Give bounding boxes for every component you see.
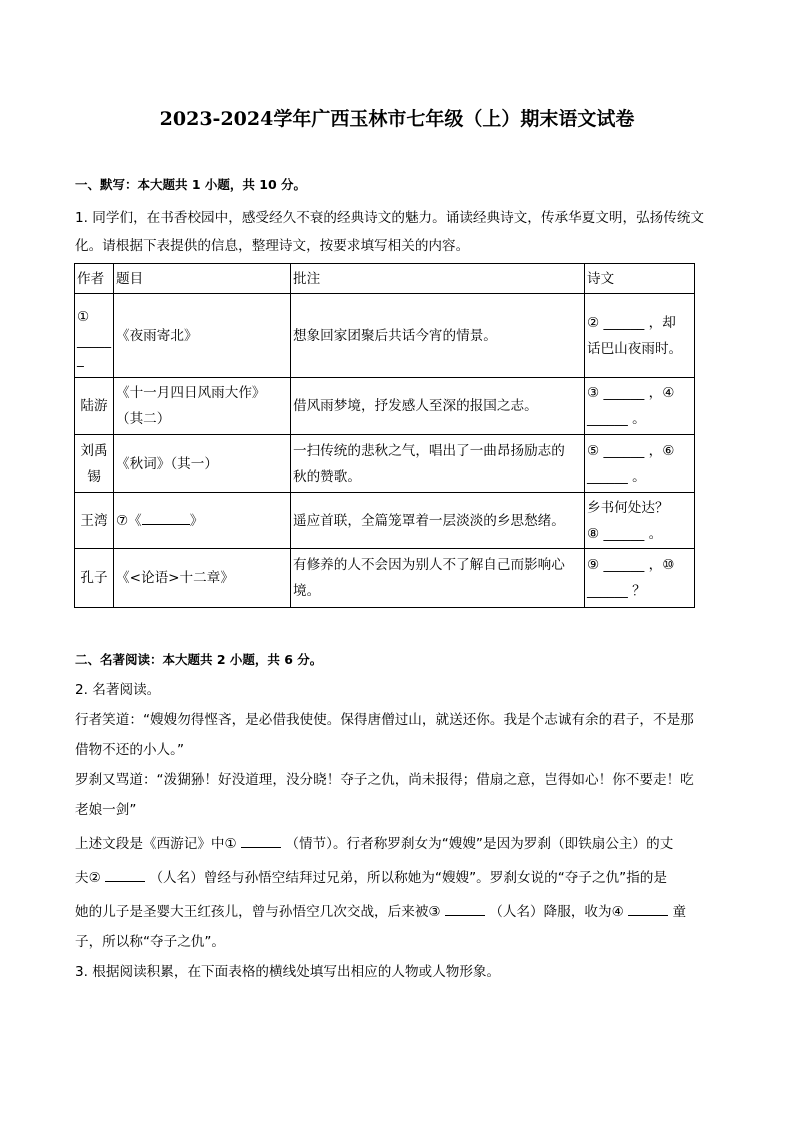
poetry-table: [74, 263, 695, 608]
passage-line: 老娘一剑”: [75, 802, 137, 818]
title-cell[interactable]: ⑦《 》: [114, 493, 291, 549]
fill-in-line: 夫② （人名）曾经与孙悟空结拜过兄弟，所以称她为“嫂嫂”。罗刹女说的“夺子之仇”指的是: [75, 866, 735, 888]
header-author: 作者: [75, 264, 114, 294]
question-2-text: 2. 名著阅读。: [75, 682, 161, 698]
answer-blank-1[interactable]: [241, 832, 281, 848]
author-cell: 陆游: [75, 378, 114, 435]
passage-line: 罗刹又骂道：“泼猢狲！好没道理，没分晓！夺子之仇，尚未报得；借扇之意，岂得如心！你不要走！吃: [75, 772, 694, 788]
poem-cell[interactable]: ③ ______ ，④ ______ 。: [585, 378, 695, 435]
author-cell: 孔子: [75, 549, 114, 608]
header-note: 批注: [291, 264, 585, 294]
question-1-text: 1. 同学们，在书香校园中，感受经久不衰的经典诗文的魅力。诵读经典诗文，传承华夏文明，弘扬传统文: [75, 210, 705, 226]
title-cell: 《十一月四日风雨大作》 （其二）: [114, 378, 291, 435]
table-row: [75, 378, 695, 435]
poem-cell[interactable]: ⑨ ______ ，⑩ ______ ？: [585, 549, 695, 608]
table-row: [75, 294, 695, 378]
poem-cell[interactable]: ⑤ ______ ，⑥ ______ 。: [585, 435, 695, 493]
passage-line: 子，所以称“夺子之仇”。: [75, 934, 226, 950]
note-cell: 想象回家团聚后共话今宵的情景。: [291, 294, 585, 378]
author-cell: ① _____ _: [75, 294, 114, 378]
section-1-heading: 一、默写：本大题共 1 小题，共 10 分。: [75, 177, 307, 192]
table-row: [75, 435, 695, 493]
answer-blank-4[interactable]: [628, 900, 668, 916]
table-row: [75, 493, 695, 549]
table-row: [75, 549, 695, 608]
note-cell: 有修养的人不会因为别人不了解自己而影响心 境。: [291, 549, 585, 608]
title-blank[interactable]: [142, 509, 190, 525]
note-cell: 遥应首联，全篇笼罩着一层淡淡的乡思愁绪。: [291, 493, 585, 549]
author-blank[interactable]: _____: [77, 332, 111, 349]
author-cell: 刘禹 锡: [75, 435, 114, 493]
note-cell: 一扫传统的悲秋之气，唱出了一曲昂扬励志的 秋的赞歌。: [291, 435, 585, 493]
author-cell: 王湾: [75, 493, 114, 549]
title-cell: 《<论语>十二章》: [114, 549, 291, 608]
answer-blank-2[interactable]: [105, 866, 145, 882]
header-poem: 诗文: [585, 264, 695, 294]
passage-line: 行者笑道：“嫂嫂勿得悭吝，是必借我使使。保得唐僧过山，就送还你。我是个志诚有余的君子，不是那: [75, 712, 694, 728]
section-2-heading: 二、名著阅读：本大题共 2 小题，共 6 分。: [75, 652, 323, 667]
author-blank-marker: ①: [77, 308, 90, 325]
title-cell: 《夜雨寄北》: [114, 294, 291, 378]
page-title: 2023-2024学年广西玉林市七年级（上）期末语文试卷: [159, 108, 635, 130]
table-header-row: [75, 264, 695, 294]
fill-in-line: 上述文段是《西游记》中① （情节）。行者称罗刹女为“嫂嫂”是因为罗刹（即铁扇公主）的丈: [75, 832, 735, 854]
poem-cell[interactable]: ② ______ ，却 话巴山夜雨时。: [585, 294, 695, 378]
passage-line: 借物不还的小人。”: [75, 742, 184, 758]
question-1-text-cont: 化。请根据下表提供的信息，整理诗文，按要求填写相关的内容。: [75, 238, 470, 254]
title-cell: 《秋词》（其一）: [114, 435, 291, 493]
poem-cell[interactable]: 乡书何处达？ ⑧ ______ 。: [585, 493, 695, 549]
header-title: 题目: [114, 264, 291, 294]
note-cell: 借风雨梦境，抒发感人至深的报国之志。: [291, 378, 585, 435]
answer-blank-3[interactable]: [445, 900, 485, 916]
question-3-text: 3. 根据阅读积累，在下面表格的横线处填写出相应的人物或人物形象。: [75, 964, 501, 980]
fill-in-line: 她的儿子是圣婴大王红孩儿，曾与孙悟空几次交战，后来被③ （人名）降服，收为④ 童: [75, 900, 735, 922]
